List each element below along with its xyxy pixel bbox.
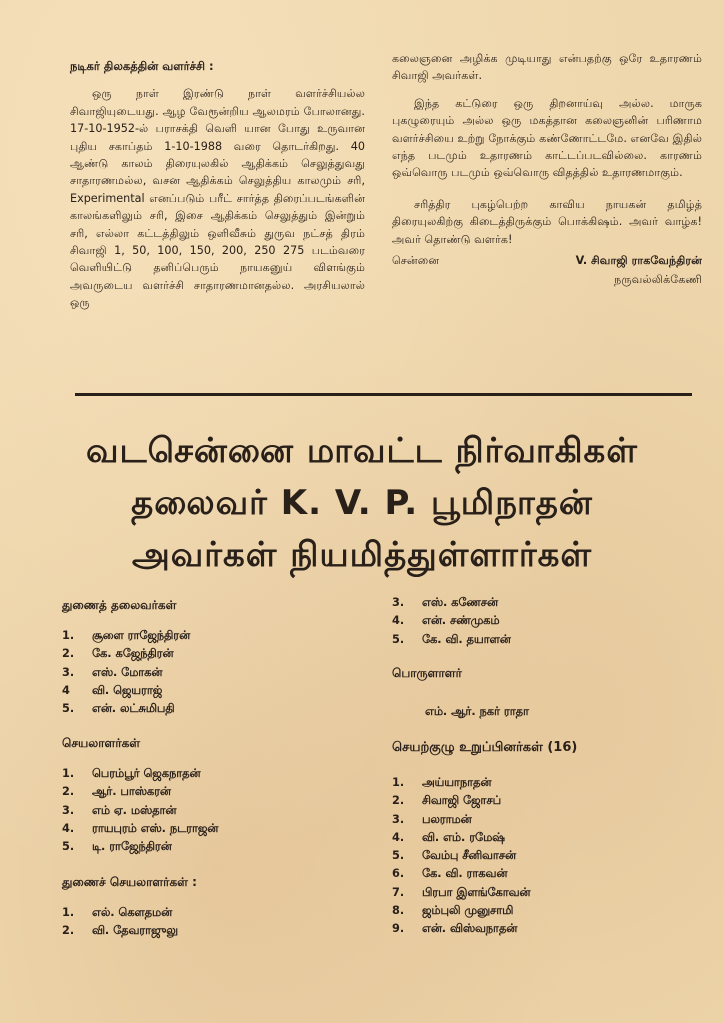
item-number: 1. bbox=[62, 629, 75, 642]
item-number: 2. bbox=[62, 924, 75, 938]
item-name: கே. கஜேந்திரன் bbox=[92, 647, 174, 661]
list-item bbox=[62, 783, 218, 801]
item-number: 2. bbox=[392, 794, 405, 808]
item-name: வி. ஜெயராஜ் bbox=[92, 683, 163, 697]
item-number: 1. bbox=[62, 906, 75, 919]
article-line: திரம் சிவாஜி 1, 50, 100, 150, 200, 250 bbox=[70, 226, 365, 258]
roster-list bbox=[62, 904, 197, 941]
list-item bbox=[62, 700, 190, 718]
item-name: கே. வி. ராகவன் bbox=[422, 867, 508, 881]
article-body-left bbox=[70, 85, 365, 311]
roster-list bbox=[392, 774, 577, 939]
item-name: ராயபுரம் எஸ். நடராஜன் bbox=[92, 821, 219, 835]
list-item bbox=[62, 838, 218, 856]
list-item bbox=[392, 920, 577, 938]
item-number: 3. bbox=[62, 803, 75, 817]
roster-list bbox=[62, 627, 190, 718]
item-number: 6. bbox=[392, 867, 405, 881]
article-line: 1-10-1988 வரை தொடர்கிறது. 40 ஆண்டு bbox=[70, 139, 365, 171]
item-number: 2. bbox=[62, 785, 75, 799]
signature-row bbox=[392, 252, 702, 269]
article-line: சாதாரணமல்ல, வசன ஆதிக்கம் செலுத்திய bbox=[70, 174, 292, 188]
list-item bbox=[392, 902, 577, 920]
joint-secretaries-section bbox=[62, 875, 197, 941]
list-item bbox=[62, 682, 190, 700]
vice-presidents-section bbox=[62, 598, 190, 718]
article-paragraph bbox=[392, 196, 702, 248]
list-item bbox=[392, 774, 577, 792]
list-item bbox=[62, 664, 190, 682]
item-name: என். விஸ்வநாதன் bbox=[422, 922, 518, 936]
item-number: 5. bbox=[392, 632, 405, 646]
item-name: டி. ராஜேந்திரன் bbox=[92, 840, 172, 854]
list-item bbox=[392, 811, 577, 829]
vice-presidents-continued bbox=[392, 594, 511, 649]
secretaries-section bbox=[62, 736, 218, 856]
item-name: எம் ஏ. மஸ்தான் bbox=[92, 803, 177, 817]
item-number: 4. bbox=[392, 614, 405, 628]
article-line: காலம் திரையுலகில் ஆதிக்கம் செலுத்துவது bbox=[121, 157, 366, 171]
list-item bbox=[62, 820, 218, 838]
item-number: 3. bbox=[392, 596, 405, 609]
list-item bbox=[392, 829, 577, 847]
item-name: வி. எம். ரமேஷ் bbox=[422, 830, 505, 844]
item-number: 3. bbox=[62, 665, 75, 679]
list-item bbox=[392, 865, 577, 883]
section-title: பொருளாளர் bbox=[392, 666, 462, 680]
item-number: 5. bbox=[62, 702, 75, 716]
article-line: எல்லா கட்டத்திலும் ஒளிவீசும் துருவ நட்சத் bbox=[95, 226, 333, 240]
item-number: 4. bbox=[62, 821, 75, 835]
item-name: ஆர். பாஸ்கரன் bbox=[92, 785, 171, 799]
article-paragraph bbox=[392, 95, 702, 182]
article-line: நாயகனுய் விளங்கும் அவருடைய வளர்ச்சி bbox=[70, 261, 365, 292]
list-item bbox=[392, 612, 511, 630]
section-title: துணைச் செயலாளர்கள் : bbox=[62, 875, 197, 889]
article-line: இந்த கட்டுரை ஒரு திறனாய்வு அல்ல. bbox=[414, 96, 654, 110]
item-name: சிவாஜி ஜோசப் bbox=[422, 794, 501, 808]
article-line: பொக்கிஷம். அவர் வாழ்க! அவர் தொண்டு bbox=[392, 215, 703, 246]
list-item bbox=[62, 904, 197, 922]
list-item bbox=[392, 594, 511, 612]
list-item bbox=[392, 792, 577, 810]
item-name: எஸ். மோகன் bbox=[92, 665, 163, 679]
item-number: 9. bbox=[392, 922, 405, 936]
item-number: 1. bbox=[62, 767, 75, 780]
article-line: 275 படம்வரை வெளியிட்டு தனிப்பெரும் bbox=[70, 244, 365, 275]
list-item bbox=[392, 631, 511, 649]
item-number: 7. bbox=[392, 885, 405, 899]
section-title: செயலாளர்கள் bbox=[62, 736, 141, 750]
article-line: எந்த படமும் உதாரணம் காட்டப்படவில்லை. bbox=[392, 149, 647, 163]
headline bbox=[60, 425, 664, 581]
item-name: வி. தேவராஜுலு bbox=[92, 924, 178, 938]
article-line: விதத்தில் உதாரணமாகும். bbox=[552, 166, 683, 180]
list-item bbox=[62, 627, 190, 645]
article-title: நடிகர் திலகத்தின் வளர்ச்சி : bbox=[70, 59, 214, 73]
item-number: 4. bbox=[392, 830, 405, 844]
item-name: சூளை ராஜேந்திரன் bbox=[92, 629, 191, 642]
item-name: ஜம்புலி முனுசாமி bbox=[422, 904, 514, 918]
article-line: சரித்திர புகழ்பெற்ற காவிய நாயகன் bbox=[414, 197, 647, 211]
article-line: யான போது உருவான புதிய சகாப்தம் bbox=[70, 122, 365, 153]
headline-line-1: வடசென்னை மாவட்ட நிர்வாகிகள் bbox=[86, 431, 638, 471]
item-name: என். சண்முகம் bbox=[422, 614, 500, 628]
item-name: பிரபா இளங்கோவன் bbox=[422, 885, 531, 899]
article-line: போலானது. 17-10-1952-ல் பராசக்தி வெளி bbox=[70, 104, 365, 136]
article-column-right bbox=[392, 50, 702, 289]
treasurer-name: எம். ஆர். நகர் ராதா bbox=[425, 705, 529, 718]
article-line: சிவாஜியுடையது. ஆழ வேரூன்றிய ஆலமரம் bbox=[70, 104, 300, 118]
item-name: பெரம்பூர் ஜெகநாதன் bbox=[92, 767, 201, 780]
article-line: நோக்கும் கண்ணோட்டமே. எனவே இதில் bbox=[488, 131, 702, 145]
signature-place: சென்னை bbox=[392, 254, 440, 268]
article-line: உதாரணம் சிவாஜி அவர்கள். bbox=[392, 52, 702, 83]
item-name: அய்யாநாதன் bbox=[422, 776, 492, 789]
item-number: 8. bbox=[392, 904, 405, 918]
item-number: 5. bbox=[62, 840, 75, 854]
article-line: கலைஞனின் பரிணாம வளர்ச்சியை உற்று bbox=[392, 114, 702, 145]
item-number: 5. bbox=[392, 849, 405, 863]
list-item bbox=[62, 645, 190, 663]
item-name: வேம்பு சீனிவாசன் bbox=[422, 849, 516, 863]
list-item bbox=[62, 802, 218, 820]
headline-line-3: அவர்கள் நியமித்துள்ளார்கள் bbox=[131, 535, 593, 575]
list-item bbox=[62, 922, 197, 940]
signature-area: நருவல்லிக்கேணி bbox=[614, 273, 702, 287]
list-item bbox=[392, 884, 577, 902]
roster-list bbox=[62, 765, 218, 856]
section-divider bbox=[75, 393, 692, 396]
roster-list bbox=[392, 594, 511, 649]
article-line: சார்த்த திரைப்படங்களின் காலங்களிலும் சரி, bbox=[70, 191, 365, 223]
item-number: 3. bbox=[392, 812, 405, 826]
signature-name: V. சிவாஜி ராகவேந்திரன் bbox=[575, 254, 702, 268]
item-number: 4 bbox=[62, 683, 70, 697]
article-line: கலைஞனை அழிக்க முடியாது என்பதற்கு ஒரே bbox=[392, 52, 643, 65]
item-name: என். லட்சுமிபதி bbox=[92, 702, 175, 716]
article-line: மாருக புகழுரையும் அல்ல ஒரு மகத்தான bbox=[392, 96, 703, 128]
section-title: துணைத் தலைவர்கள் bbox=[62, 598, 177, 612]
item-name: கே. வி. தயாளன் bbox=[422, 632, 511, 646]
list-item bbox=[62, 765, 218, 783]
item-name: பலராமன் bbox=[422, 812, 472, 826]
article-line: காரணம் ஒவ்வொரு படமும் ஒவ்வொரு bbox=[392, 149, 703, 180]
executive-committee-section bbox=[392, 740, 577, 939]
item-name: எஸ். கணேசன் bbox=[422, 596, 499, 609]
list-item bbox=[392, 847, 577, 865]
article-column-left bbox=[70, 58, 365, 312]
item-number: 2. bbox=[62, 647, 75, 661]
article-line: தமிழ்த் திரையுலகிற்கு கிடைத்திருக்கும் bbox=[392, 197, 702, 229]
article-line: இசை ஆதிக்கம் செலுத்தும் இன்றும் சரி, bbox=[70, 209, 365, 240]
article-paragraph bbox=[392, 50, 702, 85]
treasurer-section bbox=[392, 666, 462, 682]
item-name: எல். கௌதமன் bbox=[92, 906, 173, 919]
headline-line-2: தலைவர் K. V. P. பூமிநாதன் bbox=[131, 483, 593, 523]
article-line: காலமும் சரி, Experimental எனப்படும் பரீட் bbox=[70, 174, 365, 205]
section-title: செயற்குழு உறுப்பினர்கள் (16) bbox=[392, 740, 578, 755]
item-number: 1. bbox=[392, 776, 405, 789]
article-line: சாதாரணமானதல்ல. அரசியலால் ஒரு bbox=[70, 278, 365, 310]
article-line: வளர்க! bbox=[474, 232, 513, 246]
article-line: ஒரு நாள் இரண்டு நாள் வளர்ச்சியல்ல bbox=[92, 87, 365, 101]
